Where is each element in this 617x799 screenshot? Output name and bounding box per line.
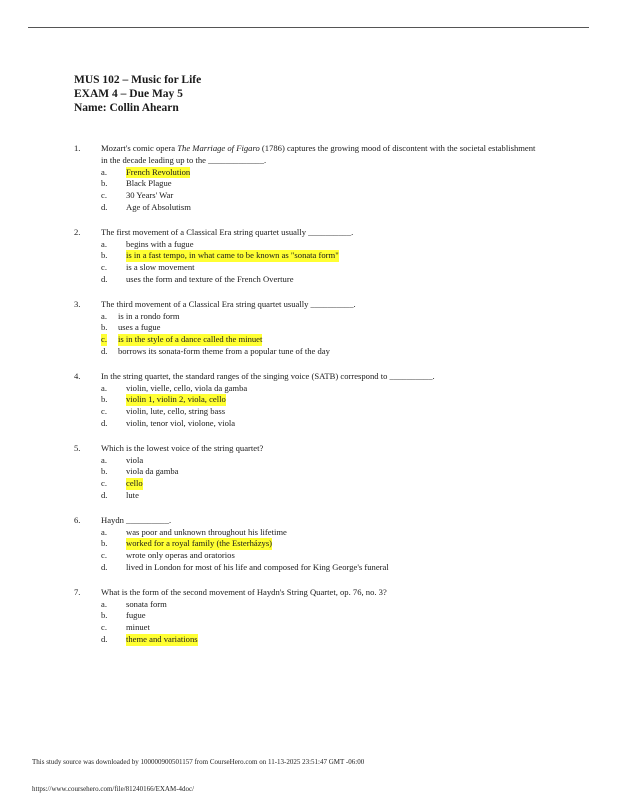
selected-answer: violin 1, violin 2, viola, cello [126, 394, 226, 405]
question-1 [74, 143, 544, 214]
answer-option: a. viola [101, 454, 144, 465]
question-text: Mozart's comic opera The Marriage of Figaro (1786) captures the growing mood of discontent with the societal establishment in the decade leading up to the _____________. [101, 143, 536, 165]
answer-option: c. is in the style of a dance called the minuet [101, 334, 263, 345]
course-title: MUS 102 – Music for Life [74, 74, 202, 86]
question-list [74, 143, 544, 659]
selected-answer: theme and variations [126, 633, 198, 644]
top-divider [28, 27, 589, 28]
selected-answer: is in the style of a dance called the minuet [118, 334, 263, 345]
student-name: Name: Collin Ahearn [74, 102, 179, 114]
question-7 [74, 587, 544, 646]
answer-option: d. lute [101, 489, 139, 500]
question-text: Which is the lowest voice of the string quartet? [101, 442, 264, 453]
selected-answer: worked for a royal family (the Esterházys) [126, 538, 273, 549]
answer-option: d. uses the form and texture of the French Overture [101, 273, 294, 284]
selected-answer: French Revolution [126, 166, 191, 177]
opera-title: The Marriage of Figaro [177, 143, 260, 153]
answer-option: d. Age of Absolutism [101, 201, 191, 212]
question-2 [74, 227, 544, 286]
selected-answer: is in a fast tempo, in what came to be known as "sonata form" [126, 250, 339, 261]
answer-option: b. uses a fugue [101, 322, 161, 333]
answer-option: a. sonata form [101, 598, 167, 609]
question-number: 1. [74, 143, 81, 153]
question-text: Haydn __________. [101, 514, 172, 525]
download-notice: This study source was downloaded by 100000900501157 from CourseHero.com on 11-13-2025 23:51:47 GMT -06:00 [32, 758, 365, 766]
question-text: The third movement of a Classical Era string quartet usually __________. [101, 298, 356, 309]
answer-option: c. wrote only operas and oratorios [101, 550, 235, 561]
answer-option: c. violin, lute, cello, string bass [101, 406, 226, 417]
answer-option: a. French Revolution [101, 166, 191, 177]
question-number: 5. [74, 442, 81, 453]
question-3 [74, 299, 544, 358]
answer-option: b. fugue [101, 610, 146, 621]
answer-option: c. cello [101, 478, 143, 489]
answer-option: c. is a slow movement [101, 262, 195, 273]
answer-option: a. was poor and unknown throughout his lifetime [101, 526, 287, 537]
question-4 [74, 371, 544, 430]
exam-header [74, 73, 201, 115]
answer-option: a. begins with a fugue [101, 238, 194, 249]
question-number: 7. [74, 586, 81, 597]
answer-option: a. is in a rondo form [101, 310, 180, 321]
selected-answer: cello [126, 478, 143, 489]
answer-option: b. Black Plague [101, 178, 172, 189]
answer-option: b. violin 1, violin 2, viola, cello [101, 394, 226, 405]
question-number: 3. [74, 298, 81, 309]
answer-option: d. theme and variations [101, 633, 198, 644]
answer-option: b. worked for a royal family (the Esterházys) [101, 538, 273, 549]
answer-option: d. violin, tenor viol, violone, viola [101, 417, 236, 428]
answer-option: d. borrows its sonata-form theme from a popular tune of the day [101, 345, 330, 356]
answer-option: b. is in a fast tempo, in what came to be known as "sonata form" [101, 250, 339, 261]
answer-option: b. viola da gamba [101, 466, 179, 477]
exam-title: EXAM 4 – Due May 5 [74, 88, 183, 100]
answer-option: d. lived in London for most of his life and composed for King George's funeral [101, 561, 389, 572]
answer-option: c. minuet [101, 622, 150, 633]
question-text: The first movement of a Classical Era string quartet usually __________. [101, 226, 354, 237]
question-text: In the string quartet, the standard ranges of the singing voice (SATB) correspond to __________. [101, 370, 435, 381]
answer-option: c. 30 Years' War [101, 190, 174, 201]
question-5 [74, 443, 544, 502]
question-number: 6. [74, 514, 81, 525]
question-number: 2. [74, 226, 81, 237]
question-number: 4. [74, 370, 81, 381]
source-url-link[interactable]: https://www.coursehero.com/file/81240166/EXAM-4doc/ [32, 785, 195, 793]
answer-option: a. violin, vielle, cello, viola da gamba [101, 382, 248, 393]
question-6 [74, 515, 544, 574]
question-text: What is the form of the second movement of Haydn's String Quartet, op. 76, no. 3? [101, 586, 387, 597]
